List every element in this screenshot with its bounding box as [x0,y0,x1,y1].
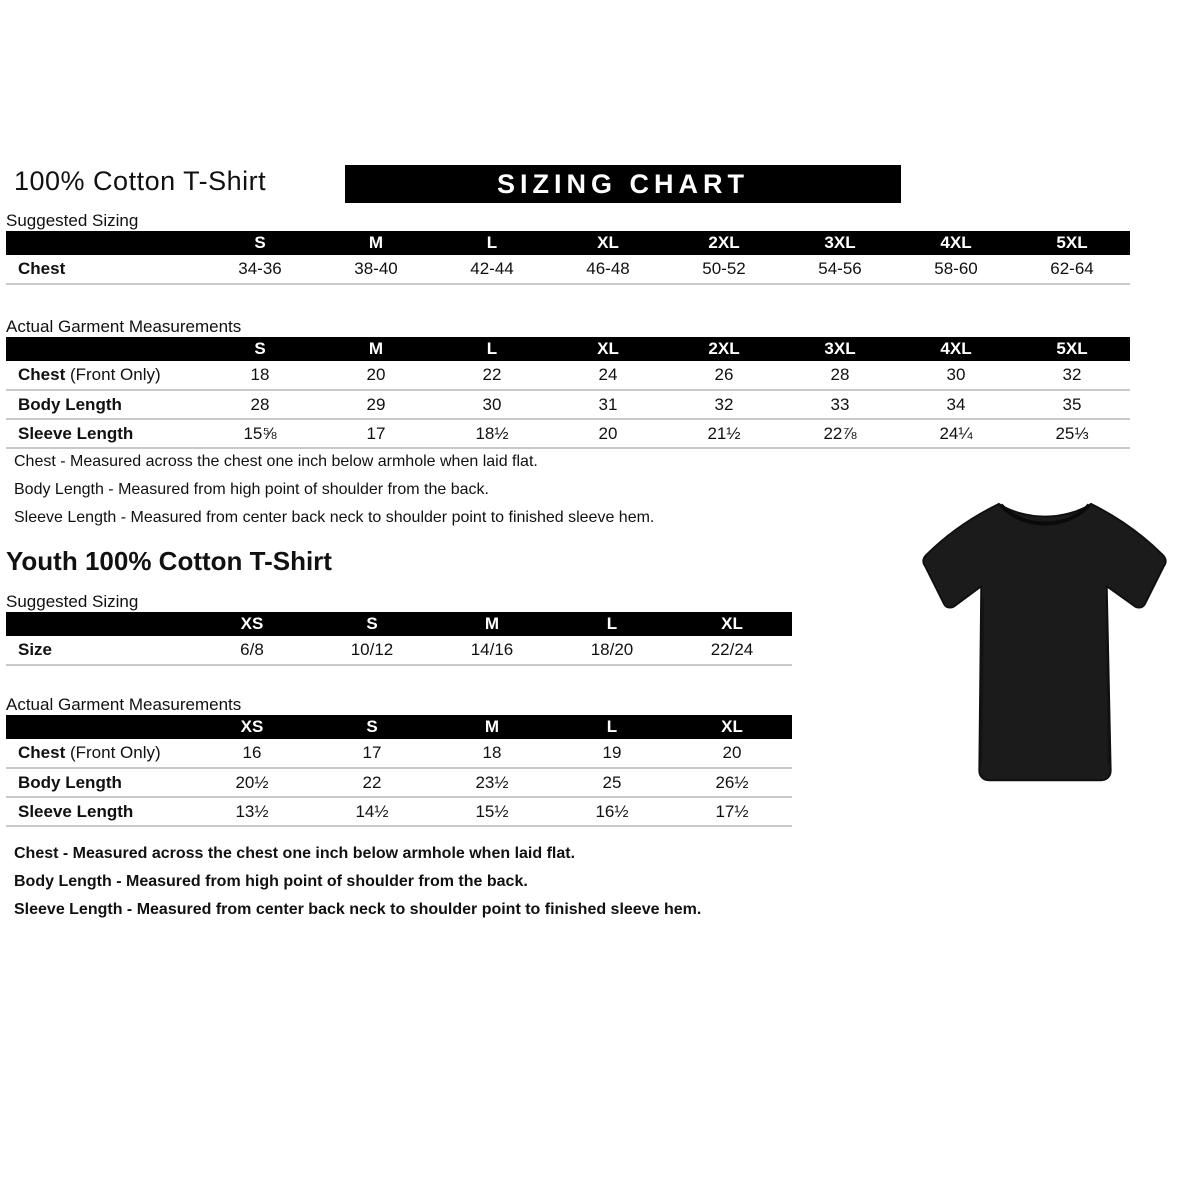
cell-value: 6/8 [192,636,312,665]
youth-suggested-table [6,612,792,666]
cell-value: 34 [898,390,1014,419]
size-header: 5XL [1014,231,1130,255]
cell-value: 15⅝ [202,419,318,448]
size-header: S [312,715,432,739]
row-label-chest-front-only [6,739,192,768]
cell-value: 32 [666,390,782,419]
cell-value: 38-40 [318,255,434,284]
page-title: 100% Cotton T-Shirt [14,166,267,196]
table-row [6,361,1130,390]
size-header: 4XL [898,337,1014,361]
size-header: 4XL [898,231,1014,255]
cell-value: 54-56 [782,255,898,284]
note-body-length: Body Length - Measured from high point of shoulder from the back. [14,481,489,498]
cell-value: 10/12 [312,636,432,665]
size-header: M [432,612,552,636]
table-header-row [6,612,792,636]
size-header: S [202,337,318,361]
cell-value: 18/20 [552,636,672,665]
row-label-body-length: Body Length [6,768,192,797]
cell-value: 24¼ [898,419,1014,448]
row-label-body-length: Body Length [6,390,202,419]
table-row [6,255,1130,284]
youth-suggested-sizing-label: Suggested Sizing [6,592,139,611]
cell-value: 22 [312,768,432,797]
row-label-text: Chest [18,743,66,762]
table-row [6,390,1130,419]
cell-value: 58-60 [898,255,1014,284]
row-label-chest: Chest [6,255,202,284]
cell-value: 30 [434,390,550,419]
size-header: 3XL [782,337,898,361]
tshirt-graphic [897,478,1191,816]
size-header: 3XL [782,231,898,255]
size-header: S [312,612,432,636]
cell-value: 21½ [666,419,782,448]
sizing-chart-banner: SIZING CHART [345,165,901,203]
cell-value: 33 [782,390,898,419]
cell-value: 26½ [672,768,792,797]
note-chest: Chest - Measured across the chest one inch below armhole when laid flat. [14,845,576,862]
row-label-sleeve-length: Sleeve Length [6,797,192,826]
size-header: XS [192,715,312,739]
cell-value: 20½ [192,768,312,797]
cell-value: 13½ [192,797,312,826]
cell-value: 34-36 [202,255,318,284]
cell-value: 22/24 [672,636,792,665]
youth-section-title: Youth 100% Cotton T-Shirt [6,546,332,576]
cell-value: 14½ [312,797,432,826]
cell-value: 17 [312,739,432,768]
size-header: 2XL [666,337,782,361]
note-sleeve-length: Sleeve Length - Measured from center back neck to shoulder point to finished sleeve hem. [14,901,702,918]
table-header-row [6,715,792,739]
size-header: L [434,337,550,361]
cell-value: 42-44 [434,255,550,284]
cell-value: 19 [552,739,672,768]
row-label-sleeve-length: Sleeve Length [6,419,202,448]
cell-value: 29 [318,390,434,419]
cell-value: 20 [318,361,434,390]
cell-value: 18½ [434,419,550,448]
cell-value: 26 [666,361,782,390]
adult-measurement-notes [14,452,654,536]
adult-actual-table [6,337,1130,449]
row-label-suffix: (Front Only) [65,365,161,384]
size-header: M [318,231,434,255]
size-header: L [434,231,550,255]
cell-value: 35 [1014,390,1130,419]
size-header: L [552,612,672,636]
black-tshirt-image [897,478,1191,816]
table-row [6,739,792,768]
size-header: XL [550,231,666,255]
row-label-chest-front-only [6,361,202,390]
cell-value: 22⅞ [782,419,898,448]
note-body-length: Body Length - Measured from high point of shoulder from the back. [14,873,528,890]
cell-value: 62-64 [1014,255,1130,284]
size-table-corner [6,715,192,739]
youth-measurement-notes [14,844,701,928]
row-label-size: Size [6,636,192,665]
note-sleeve-length: Sleeve Length - Measured from center back neck to shoulder point to finished sleeve hem. [14,509,655,526]
table-header-row [6,231,1130,255]
cell-value: 25 [552,768,672,797]
cell-value: 31 [550,390,666,419]
cell-value: 18 [432,739,552,768]
cell-value: 46-48 [550,255,666,284]
row-label-text: Chest [18,365,66,384]
size-header: 2XL [666,231,782,255]
row-label-suffix: (Front Only) [65,743,161,762]
size-header: XL [550,337,666,361]
cell-value: 16 [192,739,312,768]
cell-value: 17 [318,419,434,448]
table-row [6,419,1130,448]
size-header: XL [672,715,792,739]
cell-value: 18 [202,361,318,390]
size-header: 5XL [1014,337,1130,361]
cell-value: 25⅓ [1014,419,1130,448]
size-table-corner [6,231,202,255]
size-header: M [318,337,434,361]
size-header: L [552,715,672,739]
cell-value: 28 [782,361,898,390]
table-row [6,636,792,665]
cell-value: 30 [898,361,1014,390]
youth-actual-table [6,715,792,827]
cell-value: 23½ [432,768,552,797]
size-table-corner [6,612,192,636]
table-header-row [6,337,1130,361]
cell-value: 28 [202,390,318,419]
cell-value: 22 [434,361,550,390]
size-header: S [202,231,318,255]
adult-actual-measurements-label: Actual Garment Measurements [6,317,242,336]
cell-value: 15½ [432,797,552,826]
adult-suggested-sizing-label: Suggested Sizing [6,211,139,230]
cell-value: 17½ [672,797,792,826]
youth-actual-measurements-label: Actual Garment Measurements [6,695,242,714]
size-header: M [432,715,552,739]
adult-suggested-table [6,231,1130,285]
cell-value: 14/16 [432,636,552,665]
cell-value: 20 [550,419,666,448]
cell-value: 50-52 [666,255,782,284]
size-header: XL [672,612,792,636]
size-table-corner [6,337,202,361]
cell-value: 20 [672,739,792,768]
cell-value: 24 [550,361,666,390]
size-header: XS [192,612,312,636]
note-chest: Chest - Measured across the chest one inch below armhole when laid flat. [14,453,538,470]
table-row [6,768,792,797]
cell-value: 32 [1014,361,1130,390]
table-row [6,797,792,826]
cell-value: 16½ [552,797,672,826]
